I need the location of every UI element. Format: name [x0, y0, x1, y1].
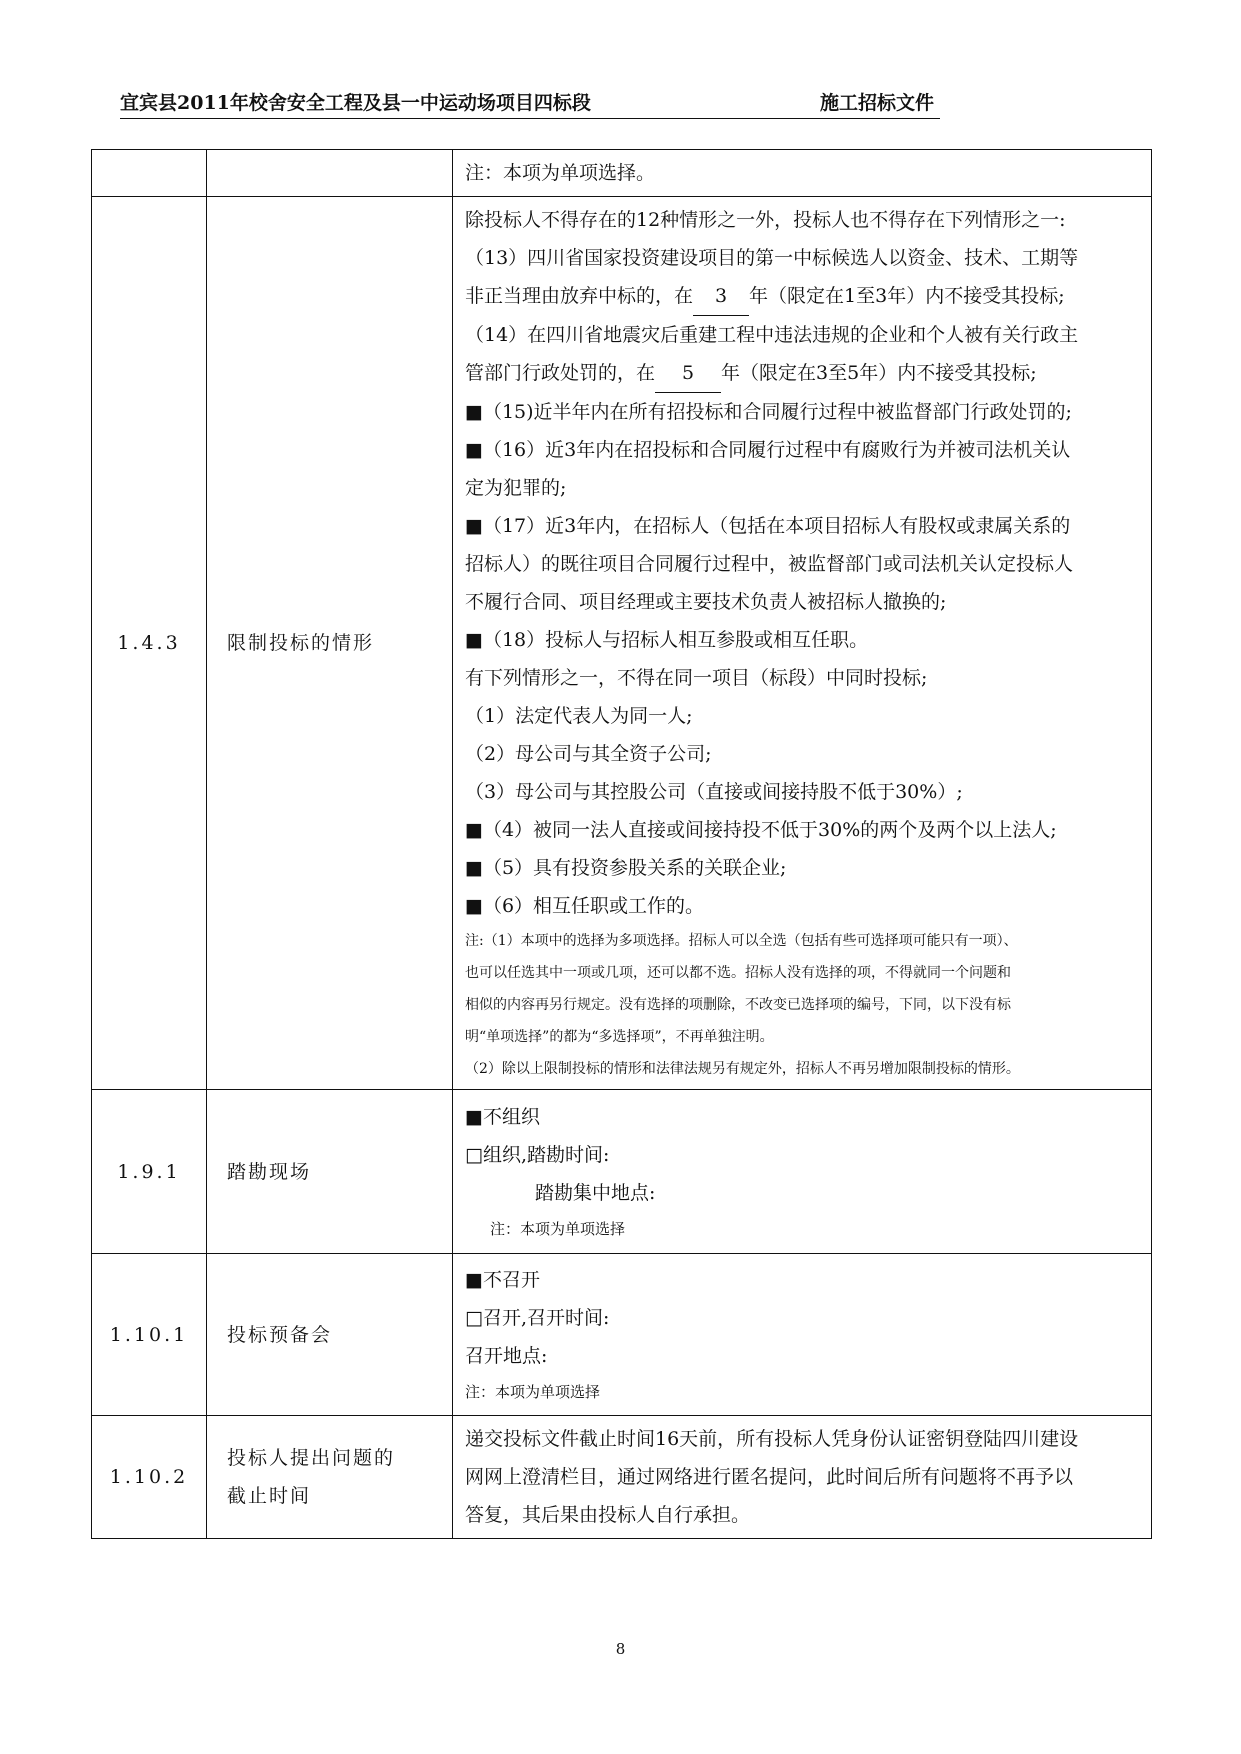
- table-row: [92, 197, 1152, 1090]
- clause-name-cell: 踏勘现场: [207, 1090, 453, 1254]
- content-line: （1）法定代表人为同一人;: [465, 705, 693, 727]
- content-line: [465, 354, 1141, 393]
- line-text: 管部门行政处罚的，在: [465, 362, 656, 384]
- years-value-field: 5: [655, 354, 721, 393]
- content-line: （3）母公司与其控股公司（直接或间接持股不低于30%）;: [465, 781, 963, 803]
- clause-number-cell: 1.4.3: [92, 197, 207, 1090]
- clause-number-cell: 1.10.1: [92, 1254, 207, 1416]
- content-line: 召开地点:: [465, 1344, 548, 1367]
- note-line: 明“单项选择”的都为“多选择项”，不再单独注明。: [465, 1029, 774, 1045]
- content-line: ■（4）被同一法人直接或间接持投不低于30%的两个及两个以上法人;: [465, 819, 1057, 841]
- table-row: [92, 1090, 1152, 1254]
- content-line: 网网上澄清栏目，通过网络进行匿名提问，此时间后所有问题将不再予以: [465, 1466, 1074, 1488]
- content-line: ■（15)近半年内在所有招投标和合同履行过程中被监督部门行政处罚的;: [465, 401, 1072, 423]
- content-line: （13）四川省国家投资建设项目的第一中标候选人以资金、技术、工期等: [465, 247, 1079, 269]
- note-line: 也可以任选其中一项或几项，还可以都不选。招标人没有选择的项，不得就同一个问题和: [465, 965, 1011, 981]
- content-line: ■（6）相互任职或工作的。: [465, 895, 705, 917]
- clause-name-cell: [207, 1416, 453, 1539]
- clause-number-cell: 1.9.1: [92, 1090, 207, 1254]
- table-row: [92, 150, 1152, 197]
- content-line: 不履行合同、项目经理或主要技术负责人被招标人撤换的;: [465, 591, 947, 613]
- content-line: （14）在四川省地震灾后重建工程中违法违规的企业和个人被有关行政主: [465, 324, 1079, 346]
- clause-content-cell: [453, 1090, 1152, 1254]
- note-line: 注：本项为单项选择: [490, 1219, 626, 1238]
- content-line: 答复，其后果由投标人自行承担。: [465, 1504, 751, 1526]
- page-header: [120, 88, 940, 116]
- clause-content-cell: [453, 1416, 1152, 1539]
- note-line: 相似的内容再另行规定。没有选择的项删除，不改变已选择项的编号，下同，以下没有标: [465, 997, 1011, 1013]
- content-line: 有下列情形之一，不得在同一项目（标段）中同时投标;: [465, 667, 928, 689]
- note-line: 注:（1）本项中的选择为多项选择。招标人可以全选（包括有些可选择项可能只有一项）、: [465, 933, 1018, 949]
- clause-name-line: 投标人提出问题的: [227, 1447, 396, 1469]
- content-line: [465, 277, 1141, 316]
- content-line: 踏勘集中地点:: [535, 1181, 656, 1204]
- content-line: 定为犯罪的;: [465, 477, 567, 499]
- clause-content-cell: [453, 1254, 1152, 1416]
- content-line: ■（16）近3年内在招投标和合同履行过程中有腐败行为并被司法机关认: [465, 439, 1071, 461]
- note-line: 注：本项为单项选择: [465, 1382, 601, 1401]
- content-line: ■（17）近3年内，在招标人（包括在本项目招标人有股权或隶属关系的: [465, 515, 1071, 537]
- content-line: 递交投标文件截止时间16天前，所有投标人凭身份认证密钥登陆四川建设: [465, 1428, 1079, 1450]
- content-line: （2）母公司与其全资子公司;: [465, 743, 712, 765]
- content-line: 除投标人不得存在的12种情形之一外，投标人也不得存在下列情形之一:: [465, 209, 1066, 231]
- option-checked: ■不组织: [465, 1105, 540, 1128]
- line-text: 非正当理由放弃中标的，在: [465, 285, 694, 307]
- bidding-info-table: [91, 149, 1152, 1539]
- header-rule: [120, 118, 940, 119]
- clause-name-cell: 投标预备会: [207, 1254, 453, 1416]
- note-line: （2）除以上限制投标的情形和法律法规另有规定外，招标人不再另增加限制投标的情形。: [465, 1061, 1020, 1077]
- header-project-title: 宜宾县2011年校舍安全工程及县一中运动场项目四标段: [120, 92, 591, 114]
- option-unchecked: □召开,召开时间:: [465, 1306, 610, 1329]
- clause-content-cell: [453, 197, 1152, 1090]
- clause-number-cell: [92, 150, 207, 197]
- clause-number-cell: 1.10.2: [92, 1416, 207, 1539]
- clause-content-cell: [453, 150, 1152, 197]
- clause-name-cell: [207, 150, 453, 197]
- content-line: 招标人）的既往项目合同履行过程中，被监督部门或司法机关认定投标人: [465, 553, 1074, 575]
- header-document-type: 施工招标文件: [820, 92, 935, 114]
- clause-name-cell: 限制投标的情形: [207, 197, 453, 1090]
- years-value-field: 3: [693, 277, 749, 316]
- line-text: 年（限定在1至3年）内不接受其投标;: [749, 285, 1065, 307]
- line-text: 年（限定在3至5年）内不接受其投标;: [721, 362, 1037, 384]
- clause-name-line: 截止时间: [227, 1485, 312, 1507]
- note-line: 注：本项为单项选择。: [465, 162, 656, 184]
- option-unchecked: □组织,踏勘时间:: [465, 1143, 610, 1166]
- table-row: [92, 1254, 1152, 1416]
- content-line: ■（18）投标人与招标人相互参股或相互任职。: [465, 629, 869, 651]
- content-line: ■（5）具有投资参股关系的关联企业;: [465, 857, 787, 879]
- page-number: 8: [615, 1640, 626, 1658]
- option-checked: ■不召开: [465, 1268, 540, 1291]
- table-row: [92, 1416, 1152, 1539]
